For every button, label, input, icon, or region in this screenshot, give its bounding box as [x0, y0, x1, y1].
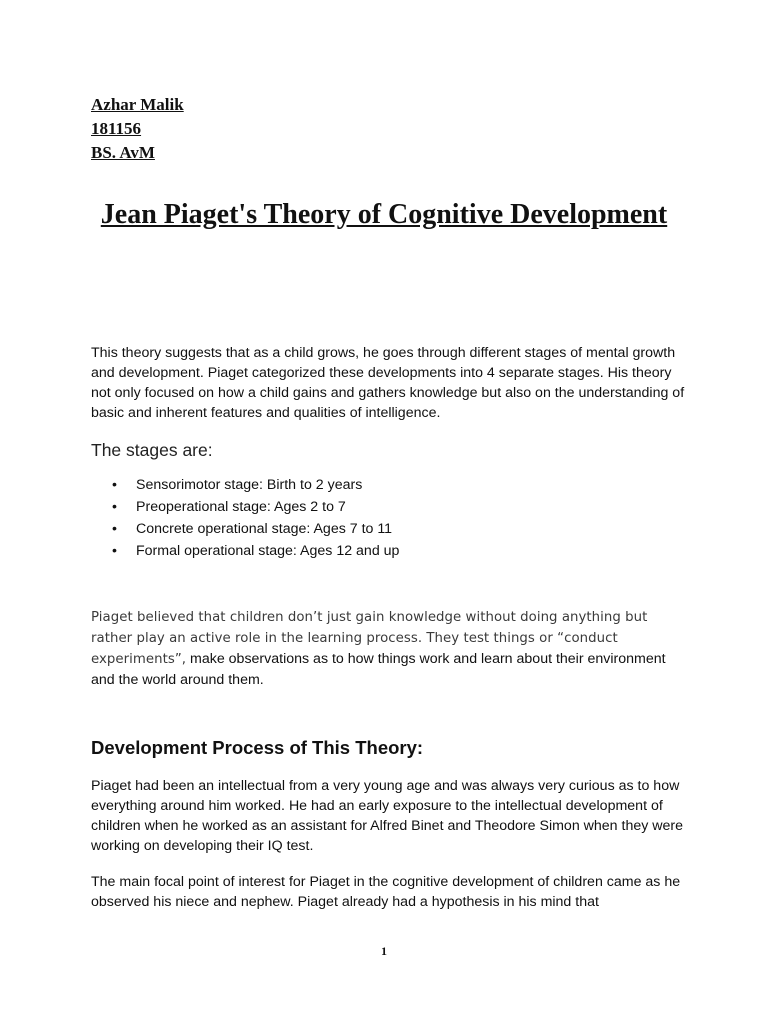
bullet-icon: • — [112, 499, 117, 515]
author-block — [91, 93, 184, 165]
bullet-icon: • — [112, 543, 117, 559]
stage-text: Concrete operational stage: Ages 7 to 11 — [136, 521, 393, 537]
process-paragraph-1: Piaget had been an intellectual from a very young age and was always very curious as to how everything around him worked. He had an early exposure to the intellectual development of children when he worked as an assistant for Alfred Binet and Theodore Simon when they were working on developing their IQ test. — [91, 778, 684, 854]
bullet-icon: • — [112, 477, 117, 493]
section-heading: Development Process of This Theory: — [91, 737, 424, 758]
stage-text: Preoperational stage: Ages 2 to 7 — [136, 499, 346, 515]
stages-list — [91, 474, 399, 562]
stage-text: Formal operational stage: Ages 12 and up — [136, 543, 400, 559]
page-number: 1 — [381, 944, 387, 958]
process-paragraph-2: The main focal point of interest for Piaget in the cognitive development of children came as he observed his niece and nephew. Piaget already had a hypothesis in his mind that — [91, 874, 681, 910]
belief-paragraph-part1: Piaget believed that children don’t just gain knowledge without doing anything but rather play an active role in the learning process. They test things or “conduct experiments”, — [91, 610, 648, 667]
list-item — [91, 496, 399, 518]
author-program: BS. AvM — [91, 143, 155, 162]
document-title: Jean Piaget's Theory of Cognitive Development — [100, 199, 668, 230]
author-name: Azhar Malik — [91, 95, 184, 114]
author-id: 181156 — [91, 119, 142, 138]
bullet-icon: • — [112, 521, 117, 537]
stage-text: Sensorimotor stage: Birth to 2 years — [136, 477, 363, 493]
list-item — [91, 474, 399, 496]
belief-paragraph — [91, 607, 691, 690]
list-item — [91, 540, 399, 562]
stages-heading: The stages are: — [91, 440, 213, 460]
intro-paragraph: This theory suggests that as a child grows, he goes through different stages of mental growth and development. Piaget categorized these developments into 4 separate stages. His theory not only focused on how a child gains and gathers knowledge but also on the understanding of basic and inherent features and qualities of intelligence. — [91, 345, 685, 421]
list-item — [91, 518, 399, 540]
belief-paragraph-part2: make observations as to how things work and learn about their environment and the world around them. — [91, 651, 666, 688]
